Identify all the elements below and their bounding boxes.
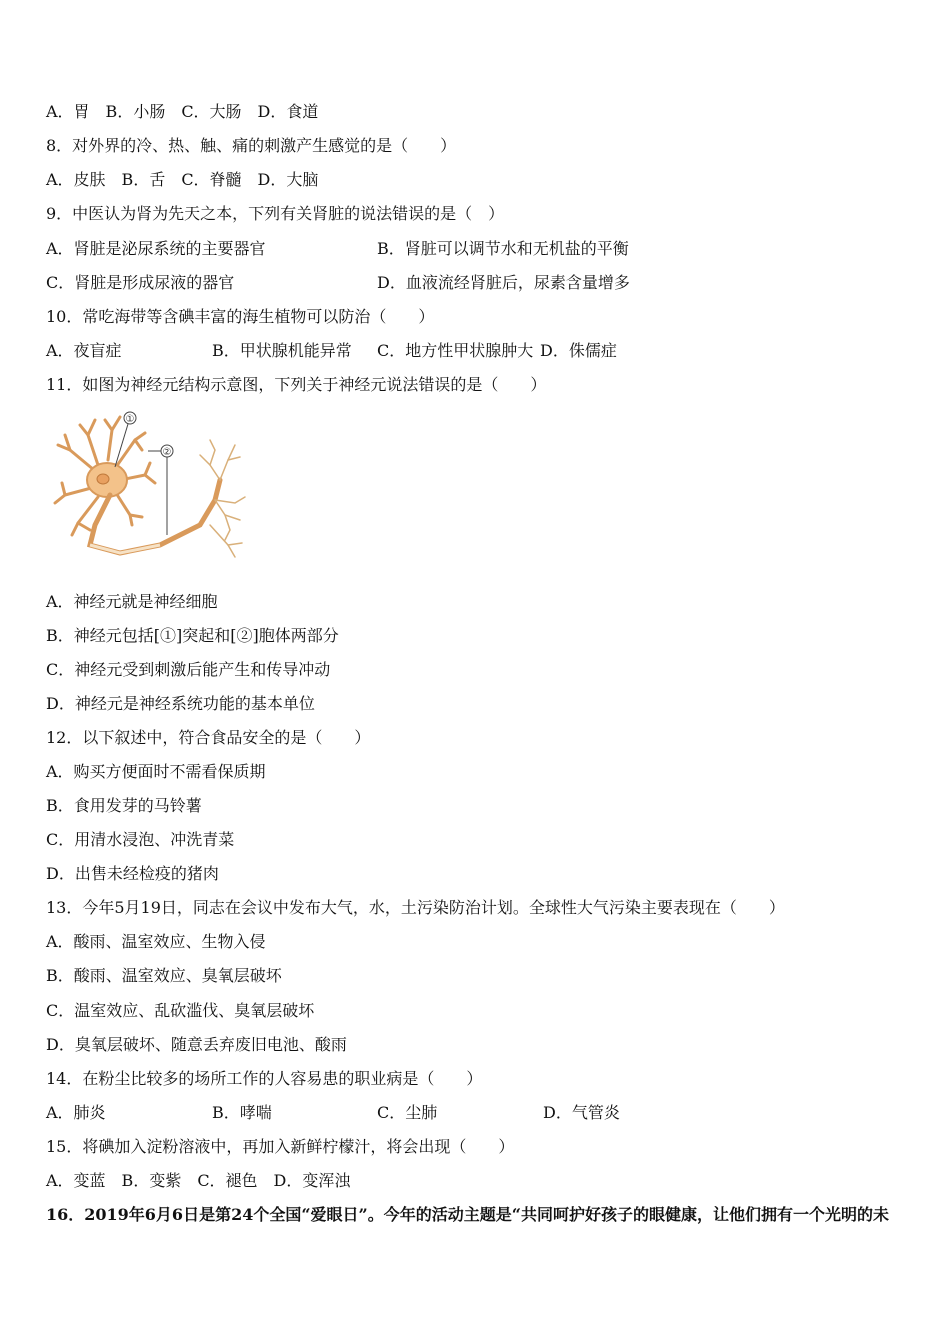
nucleus [97,474,109,484]
q9-option-c: C．肾脏是形成尿液的器官 [46,273,235,292]
q15-stem: 15．将碘加入淀粉溶液中，再加入新鲜柠檬汁，将会出现（ ） [46,1137,515,1156]
q11-option-d: D．神经元是神经系统功能的基本单位 [46,694,315,713]
q10-option-b: B．甲状腺机能异常 [212,341,352,360]
q14-stem: 14．在粉尘比较多的场所工作的人容易患的职业病是（ ） [46,1069,483,1088]
q13-option-a: A．酸雨、温室效应、生物入侵 [46,932,266,951]
q13-option-b: B．酸雨、温室效应、臭氧层破坏 [46,966,282,985]
q14-option-b: B．哮喘 [212,1103,272,1122]
q9-stem: 9．中医认为肾为先天之本，下列有关肾脏的说法错误的是（ ） [46,204,505,223]
q14-option-a: A．肺炎 [46,1103,106,1122]
q11-option-c: C．神经元受到刺激后能产生和传导冲动 [46,660,331,679]
q12-option-a: A．购买方便面时不需看保质期 [46,762,266,781]
q13-stem: 13．今年5月19日，同志在会议中发布大气，水，土污染防治计划。全球性大气污染主要表现在（ ） [46,898,785,917]
q9-option-a: A．肾脏是泌尿系统的主要器官 [46,239,266,258]
q9-option-b: B．肾脏可以调节水和无机盐的平衡 [377,239,629,258]
q8-options: A．皮肤 B．舌 C．脊髓 D．大脑 [46,170,319,189]
q11-option-b: B．神经元包括[①]突起和[②]胞体两部分 [46,626,339,645]
q15-options: A．变蓝 B．变紫 C．褪色 D．变浑浊 [46,1171,351,1190]
q16-stem: 16．2019年6月6日是第24个全国“爱眼日”。今年的活动主题是“共同呵护好孩子的眼健康，让他们拥有一个光明的未 [46,1205,889,1224]
q10-option-d: D．侏儒症 [540,341,617,360]
q11-stem: 11．如图为神经元结构示意图，下列关于神经元说法错误的是（ ） [46,375,547,394]
q9-option-d: D．血液流经肾脏后，尿素含量增多 [377,273,630,292]
label-2: ② [162,447,172,458]
neuron-diagram [50,405,250,575]
q8-stem: 8．对外界的冷、热、触、痛的刺激产生感觉的是（ ） [46,136,457,155]
q12-option-d: D．出售未经检疫的猪肉 [46,864,219,883]
q7-options: A．胃 B．小肠 C．大肠 D．食道 [46,102,319,121]
q13-option-c: C．温室效应、乱砍滥伐、臭氧层破坏 [46,1001,315,1020]
label-1: ① [125,414,135,425]
q12-stem: 12．以下叙述中，符合食品安全的是（ ） [46,728,371,747]
q10-option-c: C．地方性甲状腺肿大 [377,341,534,360]
q14-option-c: C．尘肺 [377,1103,438,1122]
q10-stem: 10．常吃海带等含碘丰富的海生植物可以防治（ ） [46,307,435,326]
q12-option-b: B．食用发芽的马铃薯 [46,796,202,815]
q11-option-a: A．神经元就是神经细胞 [46,592,218,611]
axon-terminals [200,440,245,557]
q12-option-c: C．用清水浸泡、冲洗青菜 [46,830,235,849]
q10-option-a: A．夜盲症 [46,341,122,360]
q13-option-d: D．臭氧层破坏、随意丢弃废旧电池、酸雨 [46,1035,347,1054]
q14-option-d: D．气管炎 [543,1103,620,1122]
